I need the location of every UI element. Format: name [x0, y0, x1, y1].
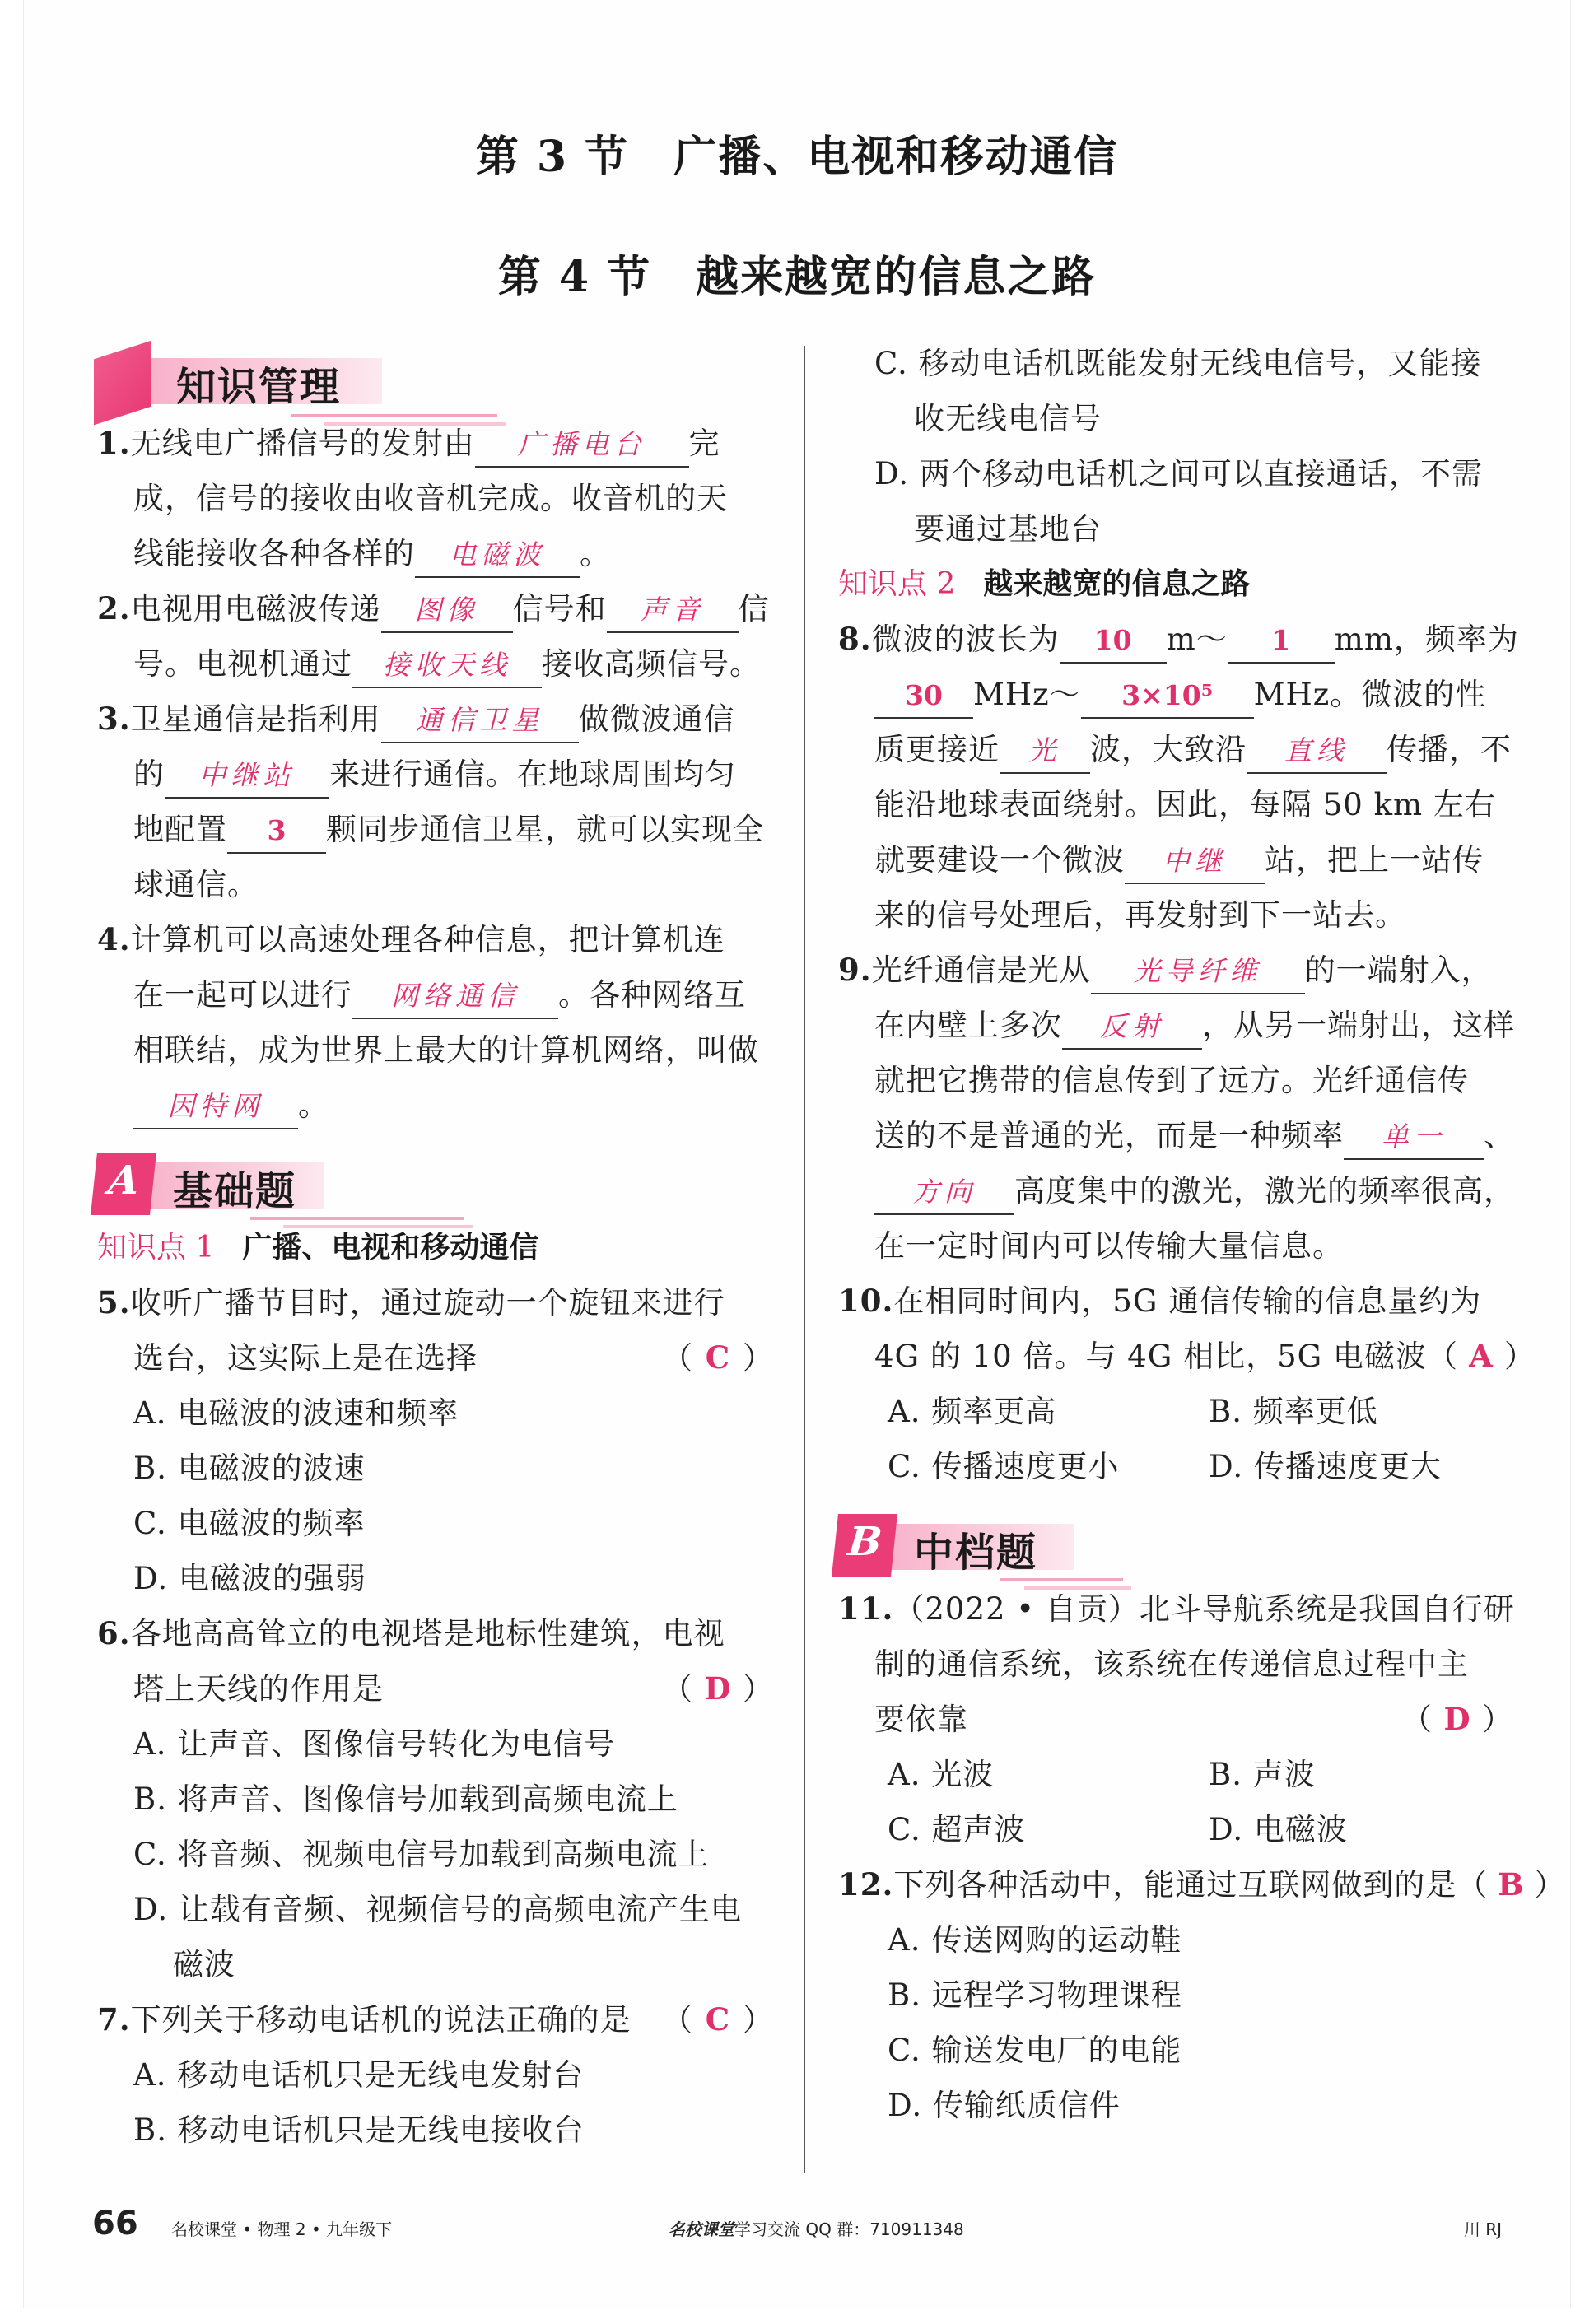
text-line: 在一定时间内可以传输大量信息。	[874, 1228, 1344, 1264]
text-span: 站，把上一站传	[1265, 842, 1484, 878]
answer-blank[interactable]: 光导纤维	[1091, 952, 1305, 994]
answer-choice[interactable]: D	[1443, 1701, 1471, 1737]
text-line	[838, 1384, 1513, 1439]
text-line	[838, 1581, 1513, 1637]
answer-blank[interactable]: 中继	[1125, 841, 1265, 884]
footer-brand: 名校课堂学习交流 QQ 群：710911348	[669, 2219, 964, 2239]
answer-blank[interactable]: 接收天线	[352, 645, 542, 688]
text-span: 。	[580, 536, 611, 571]
text-line	[97, 416, 774, 471]
text-line	[838, 998, 1513, 1053]
answer-blank[interactable]: 电磁波	[415, 535, 580, 578]
text-span: 知识点 2	[838, 567, 956, 601]
answer-blank[interactable]: 因特网	[133, 1087, 298, 1129]
text-span: 各地高高耸立的电视塔是地标性建筑，电视	[130, 1616, 725, 1651]
text-span: 光纤通信是光从	[871, 952, 1091, 988]
text-line: 磁波	[173, 1947, 235, 1982]
answer-blank[interactable]: 3	[227, 811, 326, 854]
text-line: 成，信号的接收由收音机完成。收音机的天	[133, 481, 728, 516]
section-title-4: 第 4 节 越来越宽的信息之路	[497, 252, 1097, 302]
text-line: B. 移动电话机只是无线电接收台	[133, 2112, 585, 2148]
answer-blank[interactable]: 通信卫星	[381, 701, 579, 743]
text-line	[97, 1606, 774, 1661]
banner-knowledge: 知识管理	[94, 333, 774, 416]
text-line	[97, 1330, 774, 1386]
answer-choice[interactable]: C	[705, 1339, 731, 1376]
answer-blank[interactable]: 1	[1228, 621, 1335, 664]
text-span: A	[105, 1157, 142, 1204]
question-2	[97, 581, 774, 692]
text-span: 、	[1484, 1118, 1515, 1153]
text-span: MHz～	[973, 677, 1081, 712]
text-span: 微波的波长为	[871, 622, 1060, 657]
text-line	[97, 636, 774, 692]
answer-choice[interactable]: C	[705, 2001, 731, 2038]
text-span: 计算机可以高速处理各种信息，把计算机连	[130, 922, 725, 957]
text-line: C. 移动电话机既能发射无线电信号，又能接	[874, 346, 1482, 381]
text-line	[97, 1078, 774, 1133]
question-11	[838, 1581, 1513, 1857]
answer-blank[interactable]: 声音	[607, 590, 739, 633]
text-span: 下列关于移动电话机的说法正确的是	[130, 2002, 632, 2038]
text-span: （	[662, 1340, 693, 1376]
text-span: 信号和	[512, 591, 607, 626]
text-line: C. 输送发电厂的电能	[888, 2033, 1182, 2068]
text-span: 收听广播节目时，通过旋动一个旋钮来进行	[130, 1285, 725, 1320]
text-span: B	[846, 1519, 884, 1565]
question-3	[97, 692, 774, 912]
text-span: ）	[743, 1671, 774, 1707]
book-title: 名校课堂 • 物理 2 • 九年级下	[171, 2219, 393, 2239]
text-span: 2.	[97, 590, 131, 626]
text-line	[838, 943, 1513, 998]
text-span: 学习交流 QQ 群：710911348	[734, 2219, 964, 2239]
answer-blank[interactable]: 单一	[1344, 1117, 1484, 1160]
text-span: 做微波通信	[578, 701, 735, 737]
text-span: 6.	[97, 1615, 131, 1651]
banner-mid: B 中档题	[835, 1499, 1513, 1581]
text-span: D. 电磁波	[1209, 1812, 1348, 1847]
text-span: ）	[1482, 1702, 1513, 1737]
text-span: 10.	[838, 1283, 894, 1319]
text-line: D. 传输纸质信件	[888, 2088, 1121, 2123]
text-span: 下列各种活动中，能通过互联网做到的是（	[893, 1867, 1489, 1903]
text-line	[838, 1802, 1513, 1857]
text-span: 广播、电视和移动通信	[242, 1231, 539, 1264]
text-line: B. 将声音、图像信号加载到高频电流上	[133, 1781, 678, 1817]
text-span: ）	[743, 2002, 774, 2038]
text-line: D. 让载有音频、视频信号的高频电流产生电	[133, 1892, 742, 1927]
answer-blank[interactable]: 中继站	[165, 756, 329, 799]
text-span: 知识点 1	[97, 1231, 215, 1264]
text-line: D. 电磁波的强弱	[133, 1561, 366, 1596]
question-12	[838, 1857, 1566, 2133]
text-span: 3.	[97, 701, 131, 737]
edition-mark: 川 RJ	[1463, 2219, 1502, 2239]
text-line	[838, 1108, 1513, 1163]
text-span: ）	[1534, 1867, 1566, 1903]
text-line: 要通过基地台	[914, 511, 1102, 547]
text-span: 8.	[838, 621, 872, 657]
answer-blank[interactable]: 反射	[1062, 1007, 1202, 1050]
text-span: 线能接收各种各样的	[133, 536, 415, 571]
text-span: 1.	[97, 425, 131, 461]
text-span: 9.	[838, 952, 872, 988]
text-span: 卫星通信是指利用	[130, 701, 381, 737]
question-10	[838, 1274, 1536, 1494]
text-line: A. 移动电话机只是无线电发射台	[133, 2057, 585, 2093]
text-line	[97, 1275, 774, 1330]
text-line	[97, 1992, 774, 2047]
text-line	[838, 667, 1513, 722]
text-span: 就要建设一个微波	[874, 842, 1125, 878]
text-span: A. 频率更高	[888, 1394, 1057, 1429]
text-line: 制的通信系统，该系统在传递信息过程中主	[874, 1646, 1469, 1682]
text-line: 来的信号处理后，再发射到下一站去。	[874, 897, 1406, 933]
banner-basic-block	[91, 1153, 156, 1215]
text-line	[838, 1274, 1513, 1329]
text-line	[838, 1747, 1513, 1802]
text-span: （	[1401, 1702, 1433, 1737]
text-line: 能沿地球表面绕射。因此，每隔 50 km 左右	[874, 787, 1496, 822]
banner-mid-block	[832, 1514, 897, 1577]
page-footer	[92, 2205, 1502, 2247]
section-title-3: 第 3 节 广播、电视和移动通信	[475, 132, 1119, 182]
text-line: 收无线电信号	[914, 401, 1102, 436]
text-span: 高度集中的激光，激光的频率很高，	[1014, 1173, 1515, 1209]
text-line	[838, 1857, 1566, 1912]
text-span: 传播，不	[1387, 732, 1512, 767]
text-line	[97, 692, 774, 747]
text-span: ，从另一端射出，这样	[1202, 1008, 1515, 1043]
text-line	[838, 722, 1513, 777]
knowledge-point-1	[97, 1220, 774, 1275]
question-7-cont	[838, 336, 1513, 557]
text-span: 7.	[97, 2001, 131, 2038]
question-9	[838, 943, 1513, 1274]
text-line	[97, 967, 774, 1022]
text-span: 电视用电磁波传递	[130, 591, 381, 626]
text-line	[838, 1329, 1536, 1384]
text-span: 来进行通信。在地球周围均匀	[329, 757, 736, 792]
text-span: 送的不是普通的光，而是一种频率	[874, 1118, 1344, 1153]
text-span: （	[662, 1671, 693, 1707]
text-line: A. 让声音、图像信号转化为电信号	[133, 1726, 616, 1762]
text-line	[97, 747, 774, 802]
text-line	[838, 1163, 1513, 1218]
text-line	[838, 1439, 1513, 1494]
text-span: ）	[1503, 1339, 1536, 1374]
column-divider	[804, 346, 805, 2173]
text-span: m～	[1166, 622, 1228, 657]
text-span: mm，频率为	[1334, 622, 1519, 657]
text-span: 的	[133, 757, 165, 792]
text-span: 12.	[838, 1866, 894, 1903]
text-span: MHz。微波的性	[1253, 677, 1487, 712]
question-5	[97, 1275, 774, 1606]
question-1	[97, 416, 774, 581]
text-span: 号。电视机通过	[133, 646, 352, 682]
knowledge-point-2	[838, 557, 1513, 612]
text-span: 在相同时间内，5G 通信传输的信息量约为	[893, 1283, 1482, 1319]
text-span: 信	[738, 591, 770, 626]
text-span: B. 频率更低	[1209, 1394, 1378, 1429]
text-span: 5.	[97, 1284, 131, 1320]
text-span: D. 传播速度更大	[1209, 1449, 1442, 1484]
text-line: B. 电磁波的波速	[133, 1451, 366, 1486]
answer-choice[interactable]: D	[704, 1670, 732, 1707]
answer-blank[interactable]: 10	[1060, 621, 1167, 664]
text-span: （	[662, 2002, 693, 2038]
text-line: D. 两个移动电话机之间可以直接通话，不需	[874, 456, 1483, 491]
banner-knowledge-block	[94, 341, 151, 426]
text-line: C. 将音频、视频电信号加载到高频电流上	[133, 1837, 710, 1872]
text-span: B. 声波	[1209, 1757, 1316, 1792]
text-span: 地配置	[133, 812, 227, 847]
answer-blank[interactable]: 光	[1000, 731, 1090, 774]
text-span: ）	[743, 1340, 774, 1376]
text-span: C. 超声波	[888, 1812, 1026, 1847]
text-line: 球通信。	[133, 867, 259, 902]
answer-blank[interactable]: 图像	[381, 590, 513, 633]
text-line: A. 传送网购的运动鞋	[888, 1922, 1182, 1958]
text-span: 4G 的 10 倍。与 4G 相比，5G 电磁波（	[874, 1339, 1458, 1374]
text-span: 越来越宽的信息之路	[983, 567, 1251, 601]
right-column	[838, 336, 1566, 2133]
text-line: A. 电磁波的波速和频率	[133, 1395, 459, 1431]
text-span: 在内壁上多次	[874, 1008, 1062, 1043]
text-line	[97, 802, 774, 857]
text-span: 无线电广播信号的发射由	[130, 426, 475, 461]
text-span: 颗同步通信卫星，就可以实现全	[326, 812, 764, 847]
question-7	[97, 1992, 774, 2158]
text-span: 。	[298, 1087, 329, 1123]
text-line	[97, 581, 774, 636]
answer-choice[interactable]: B	[1498, 1866, 1525, 1903]
text-line	[838, 1692, 1513, 1747]
text-span: 波，大致沿	[1090, 732, 1247, 767]
question-8	[838, 612, 1519, 943]
text-line	[97, 1661, 774, 1716]
answer-choice[interactable]: A	[1469, 1338, 1494, 1374]
text-span: 在一起可以进行	[133, 977, 352, 1013]
text-span: 完	[688, 426, 720, 461]
answer-blank[interactable]: 广播电台	[475, 425, 689, 468]
text-line	[838, 612, 1519, 667]
left-column	[97, 333, 774, 2158]
answer-blank[interactable]: 直线	[1247, 731, 1387, 774]
answer-blank[interactable]: 网络通信	[352, 976, 558, 1019]
text-span	[662, 1330, 774, 1386]
answer-blank[interactable]: 3×10⁵	[1081, 676, 1254, 719]
text-span	[1401, 1692, 1513, 1747]
text-span: 11.	[838, 1590, 894, 1627]
banner-basic: A 基础题	[94, 1138, 774, 1220]
text-span: 的一端射入，	[1304, 952, 1493, 988]
question-4	[97, 912, 774, 1133]
text-span: 接收高频信号。	[542, 646, 761, 682]
answer-blank[interactable]: 方向	[874, 1172, 1014, 1215]
text-line	[838, 832, 1513, 887]
text-line	[97, 912, 774, 967]
text-span	[662, 1992, 774, 2047]
text-span: A. 光波	[888, 1757, 995, 1792]
text-line: 就把它携带的信息传到了远方。光纤通信传	[874, 1063, 1469, 1098]
page-number: 66	[92, 2205, 138, 2242]
text-line: 相联结，成为世界上最大的计算机网络，叫做	[133, 1032, 759, 1068]
text-span	[662, 1661, 774, 1716]
text-span: 选台，这实际上是在选择	[133, 1340, 478, 1376]
text-span: 。各种网络互	[558, 977, 746, 1013]
text-span: 塔上天线的作用是	[133, 1671, 384, 1707]
text-line	[97, 526, 774, 581]
text-span: 4.	[97, 921, 131, 957]
question-6	[97, 1606, 774, 1992]
text-span: （2022 • 自贡）北斗导航系统是我国自行研	[893, 1591, 1515, 1627]
answer-blank[interactable]: 30	[874, 676, 973, 719]
text-span: 质更接近	[874, 732, 1000, 767]
text-line: B. 远程学习物理课程	[888, 1977, 1182, 2013]
text-line: C. 电磁波的频率	[133, 1506, 366, 1541]
text-span: C. 传播速度更小	[888, 1449, 1120, 1484]
text-span: 要依靠	[874, 1702, 968, 1737]
